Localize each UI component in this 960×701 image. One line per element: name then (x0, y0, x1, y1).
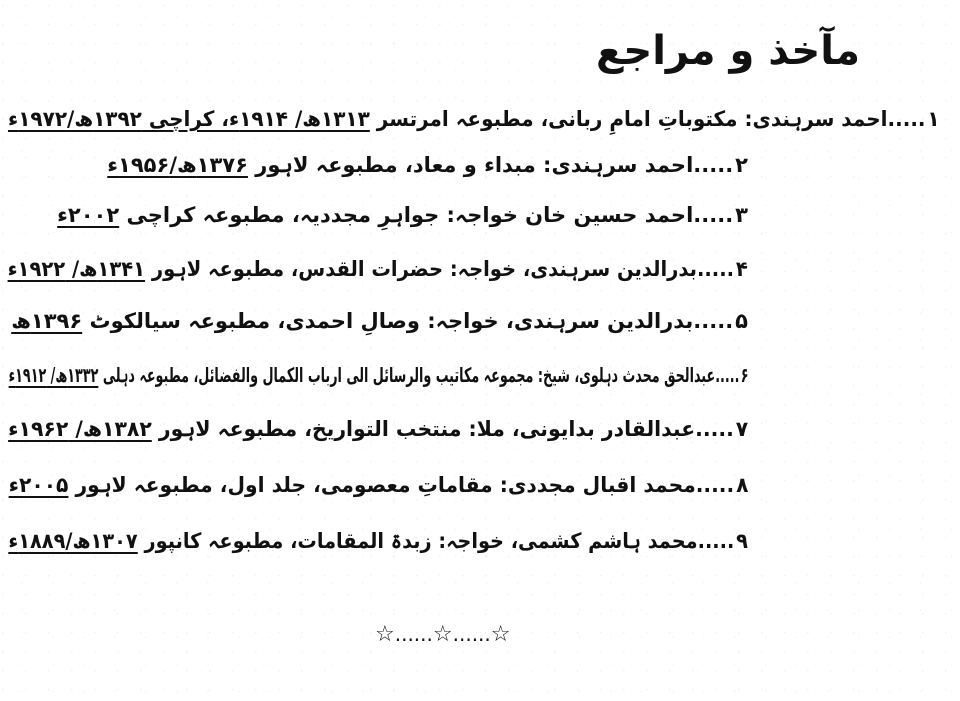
reference-text: محمد ہاشم کشمی، خواجہ: زبدۃ المقامات، مطبوعہ کانپور (137, 529, 698, 553)
reference-item (11, 306, 748, 336)
reference-text: عبدالقادر بدایونی، ملا: منتخب التواریخ، مطبوعہ لاہور (151, 417, 695, 441)
ornament-dots: ...... (394, 622, 433, 646)
reference-year: ۱۳۸۲ھ/ ۱۹۶۲ء (7, 417, 152, 441)
reference-text: عبدالحق محدث دہلوی، شیخ: مجموعہ مکاتیب والرسائل الی ارباب الکمال والفضائل، مطبوعہ دہلی (97, 363, 715, 387)
reference-number: ۷ (735, 417, 748, 441)
reference-number: ۲ (735, 153, 748, 177)
reference-item (8, 526, 748, 556)
reference-dots: ..... (694, 417, 734, 441)
reference-text: بدرالدین سرہندی، خواجہ: حضرات القدس، مطبوعہ لاہور (145, 257, 698, 281)
reference-dots: ..... (695, 473, 734, 497)
reference-number: ۸ (735, 473, 748, 497)
reference-year: ۱۳۹۶ھ (11, 309, 83, 333)
reference-year: ۱۳۱۳ھ/ ۱۹۱۴ء، کراچی ۱۳۹۲ھ/۱۹۷۲ء (8, 107, 371, 131)
page-title: مآخذ و مراجع (596, 28, 860, 74)
reference-text: محمد اقبال مجددی: مقاماتِ معصومی، جلد اول، مطبوعہ لاہور (67, 473, 696, 497)
reference-text: احمد سرہندی: مبداء و معاد، مطبوعہ لاہور (247, 153, 694, 177)
section-end-ornament (375, 622, 511, 647)
reference-dots: ..... (697, 529, 735, 553)
star-icon: ☆ (375, 622, 395, 647)
reference-item (107, 150, 748, 180)
reference-item (8, 360, 748, 390)
reference-text: بدرالدین سرہندی، خواجہ: وصالِ احمدی، مطبوعہ سیالکوٹ (82, 309, 694, 333)
star-icon: ☆ (432, 622, 453, 647)
reference-number: ۵ (735, 309, 748, 333)
reference-text: احمد حسین خان خواجہ: جواہرِ مجددیہ، مطبوعہ کراچی (119, 203, 694, 227)
reference-item (8, 104, 940, 134)
reference-dots: ..... (693, 309, 734, 333)
star-icon: ☆ (490, 622, 511, 647)
reference-dots: ..... (714, 363, 739, 387)
reference-dots: ..... (693, 203, 734, 227)
reference-item (8, 414, 748, 444)
reference-year: ۱۳۰۷ھ/۱۸۸۹ء (8, 529, 138, 553)
reference-dots: ..... (887, 107, 926, 131)
reference-number: ۴ (736, 257, 748, 281)
reference-dots: ..... (693, 153, 734, 177)
reference-item (8, 254, 748, 284)
reference-year: ۱۳۷۶ھ/۱۹۵۶ء (107, 153, 248, 177)
reference-number: ۶ (740, 363, 748, 387)
reference-number: ۹ (736, 529, 748, 553)
reference-number: ۱ (927, 107, 940, 131)
reference-year: ۱۳۳۲ھ/ ۱۹۱۲ء (8, 363, 98, 387)
ornament-dots: ...... (452, 622, 491, 646)
reference-item (8, 470, 748, 500)
reference-year: ۱۳۴۱ھ/ ۱۹۲۲ء (7, 257, 146, 281)
reference-year: ۲۰۰۲ء (57, 203, 120, 227)
reference-text: احمد سرہندی: مکتوباتِ امامِ ربانی، مطبوعہ امرتسر (370, 107, 888, 131)
reference-number: ۳ (735, 203, 748, 227)
reference-year: ۲۰۰۵ء (8, 473, 68, 497)
reference-dots: ..... (697, 257, 735, 281)
reference-item (57, 200, 748, 230)
